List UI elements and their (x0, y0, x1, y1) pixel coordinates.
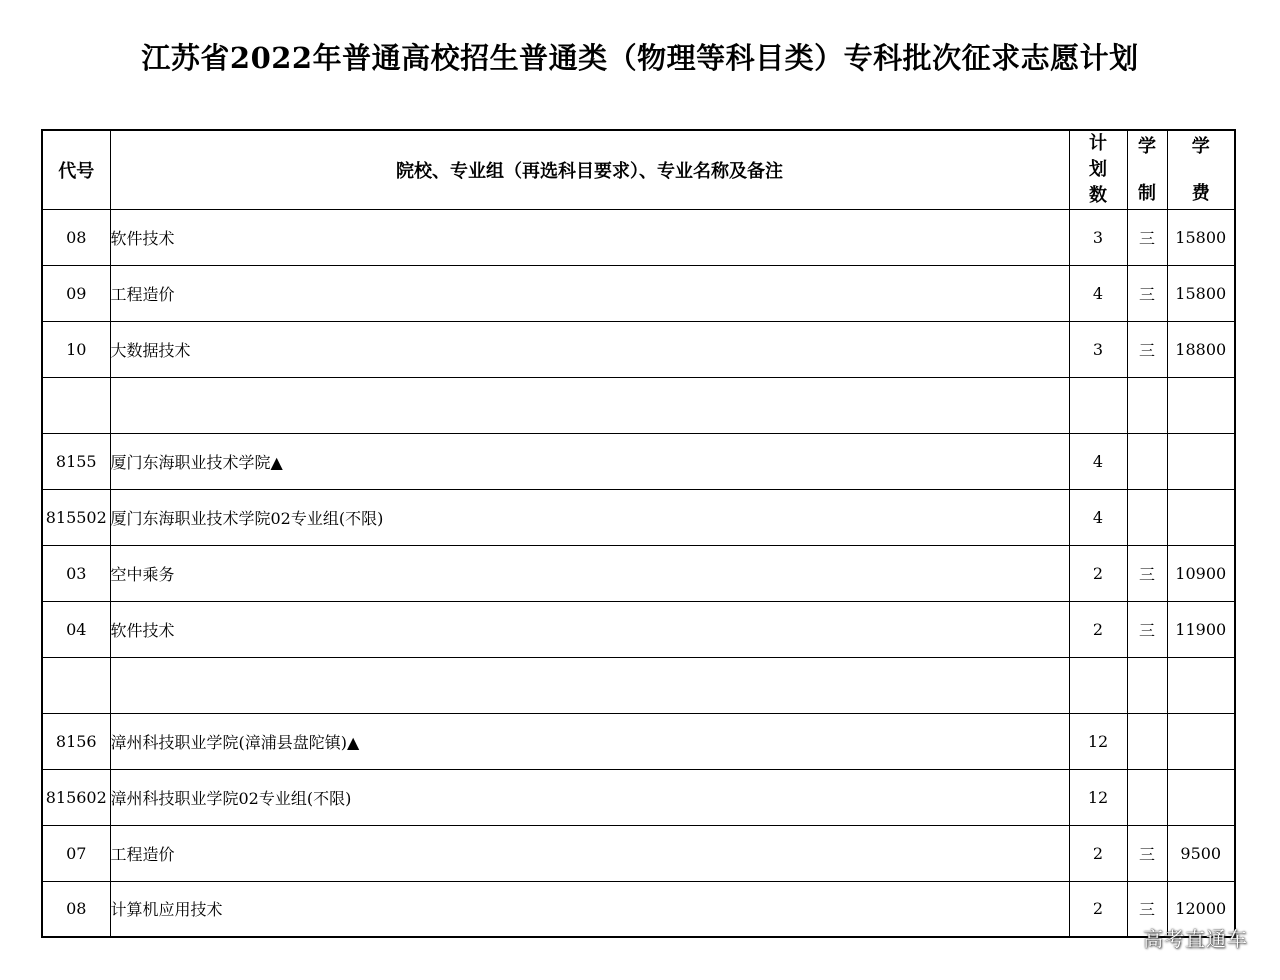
row-name (110, 658, 1069, 714)
table-row (42, 490, 1235, 546)
row-tuition-fee (1167, 378, 1235, 434)
row-plan-count: 12 (1069, 770, 1127, 826)
row-study-years: 三 (1127, 546, 1167, 602)
table-header-row (42, 130, 1235, 210)
header-plan (1069, 130, 1127, 210)
row-name: 计算机应用技术 (110, 882, 1069, 937)
row-tuition-fee (1167, 770, 1235, 826)
row-plan-count: 2 (1069, 546, 1127, 602)
header-system-char-1: 学 (1138, 136, 1156, 157)
row-plan-count: 3 (1069, 210, 1127, 266)
row-code: 08 (42, 210, 110, 266)
row-name: 厦门东海职业技术学院▲ (110, 434, 1069, 490)
row-tuition-fee: 11900 (1167, 602, 1235, 658)
page-title: 江苏省2022年普通高校招生普通类（物理等科目类）专科批次征求志愿计划 (141, 41, 1139, 75)
row-tuition-fee: 9500 (1167, 826, 1235, 882)
header-plan-char-2: 划 (1089, 159, 1107, 180)
header-plan-char-3: 数 (1089, 185, 1107, 206)
row-study-years: 三 (1127, 266, 1167, 322)
header-fee (1167, 130, 1235, 210)
header-fee-char-1: 学 (1191, 136, 1210, 157)
row-plan-count: 12 (1069, 714, 1127, 770)
table-row (42, 546, 1235, 602)
row-code (42, 378, 110, 434)
table-row (42, 266, 1235, 322)
row-tuition-fee: 12000 (1167, 882, 1235, 937)
row-tuition-fee (1167, 658, 1235, 714)
row-study-years: 三 (1127, 602, 1167, 658)
row-name: 工程造价 (110, 266, 1069, 322)
row-code: 08 (42, 882, 110, 937)
row-tuition-fee (1167, 434, 1235, 490)
row-study-years: 三 (1127, 210, 1167, 266)
row-plan-count (1069, 658, 1127, 714)
row-plan-count: 4 (1069, 434, 1127, 490)
row-tuition-fee: 10900 (1167, 546, 1235, 602)
table-row (42, 602, 1235, 658)
table-row (42, 434, 1235, 490)
row-code: 8155 (42, 434, 110, 490)
table-row (42, 882, 1235, 937)
header-plan-char-1: 计 (1089, 133, 1107, 154)
row-name (110, 378, 1069, 434)
row-code: 04 (42, 602, 110, 658)
row-tuition-fee (1167, 490, 1235, 546)
row-plan-count: 2 (1069, 882, 1127, 937)
row-tuition-fee (1167, 714, 1235, 770)
header-system-char-2: 制 (1138, 183, 1156, 204)
enrollment-plan-table (41, 129, 1236, 938)
row-code: 8156 (42, 714, 110, 770)
row-study-years (1127, 378, 1167, 434)
row-name: 厦门东海职业技术学院02专业组(不限) (110, 490, 1069, 546)
row-plan-count: 2 (1069, 602, 1127, 658)
table-row (42, 322, 1235, 378)
row-name: 漳州科技职业学院02专业组(不限) (110, 770, 1069, 826)
row-code: 09 (42, 266, 110, 322)
row-code: 10 (42, 322, 110, 378)
header-code: 代号 (42, 130, 110, 210)
row-name: 漳州科技职业学院(漳浦县盘陀镇)▲ (110, 714, 1069, 770)
row-name: 软件技术 (110, 210, 1069, 266)
header-fee-char-2: 费 (1191, 183, 1210, 204)
row-code: 03 (42, 546, 110, 602)
row-study-years (1127, 714, 1167, 770)
row-tuition-fee: 18800 (1167, 322, 1235, 378)
table-row (42, 770, 1235, 826)
table-row (42, 210, 1235, 266)
table-row (42, 378, 1235, 434)
row-plan-count: 4 (1069, 490, 1127, 546)
table-row (42, 658, 1235, 714)
row-study-years (1127, 434, 1167, 490)
row-plan-count (1069, 378, 1127, 434)
row-tuition-fee: 15800 (1167, 210, 1235, 266)
row-code: 815602 (42, 770, 110, 826)
row-code: 07 (42, 826, 110, 882)
row-code: 815502 (42, 490, 110, 546)
row-name: 工程造价 (110, 826, 1069, 882)
row-study-years (1127, 658, 1167, 714)
row-plan-count: 4 (1069, 266, 1127, 322)
row-plan-count: 2 (1069, 826, 1127, 882)
row-code (42, 658, 110, 714)
row-tuition-fee: 15800 (1167, 266, 1235, 322)
row-study-years: 三 (1127, 322, 1167, 378)
header-system (1127, 130, 1167, 210)
row-name: 软件技术 (110, 602, 1069, 658)
row-study-years: 三 (1127, 882, 1167, 937)
row-study-years (1127, 490, 1167, 546)
row-study-years (1127, 770, 1167, 826)
row-name: 大数据技术 (110, 322, 1069, 378)
row-plan-count: 3 (1069, 322, 1127, 378)
table-row (42, 714, 1235, 770)
row-study-years: 三 (1127, 826, 1167, 882)
watermark: 高考直通车 (1143, 927, 1248, 951)
table-row (42, 826, 1235, 882)
header-name: 院校、专业组（再选科目要求）、专业名称及备注 (110, 130, 1069, 210)
row-name: 空中乘务 (110, 546, 1069, 602)
